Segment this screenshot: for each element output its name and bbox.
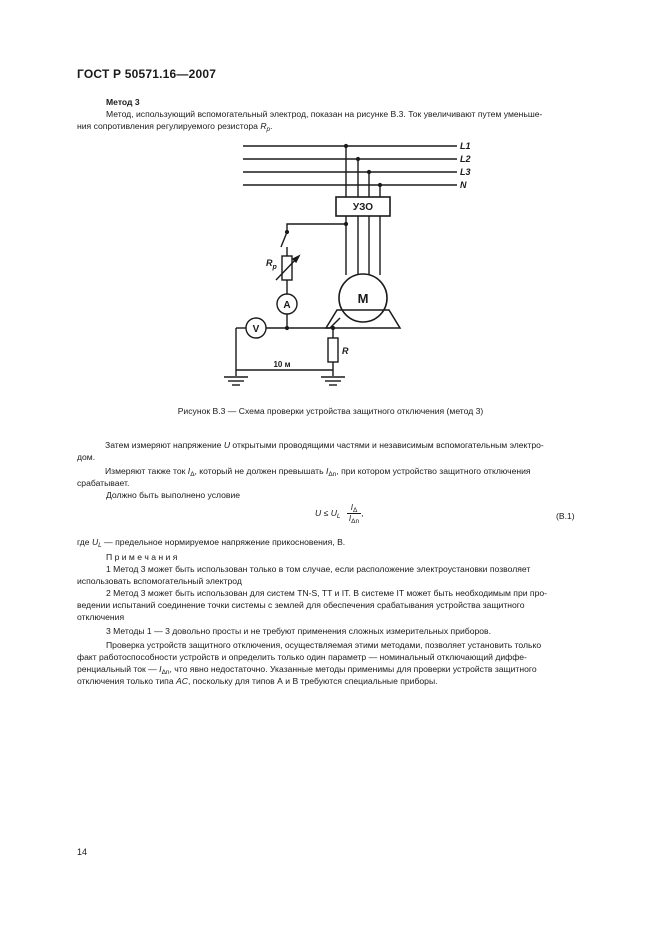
- label-l1: L1: [460, 141, 471, 151]
- page-number: 14: [77, 847, 88, 857]
- rcd-label: УЗО: [352, 202, 374, 213]
- motor-base: [326, 310, 400, 328]
- formula-b1: $U \le U_L$ $\frac{I_\Delta}{I_{\Delta n}}$ ,: [315, 503, 364, 525]
- distance-label: 10 м: [273, 360, 291, 369]
- formula-fraction: $\frac{I_\Delta}{I_{\Delta n}}$: [348, 503, 360, 525]
- method-title: Метод 3: [106, 97, 140, 107]
- document-header: ГОСТ Р 50571.16—2007: [77, 67, 217, 81]
- method-intro-line2: ния сопротивления регулируемого резистора $R_p$.: [77, 121, 273, 133]
- resistor-rp-label: $R_p$: [266, 258, 277, 271]
- formula-number: (В.1): [556, 511, 575, 521]
- label-l3: L3: [460, 167, 471, 177]
- paragraph-current: Измеряют также ток $I_\Delta$, который не должен превышать $I_{\Delta n}$, при котором устройство защитного отключения: [105, 466, 531, 478]
- circuit-diagram: [0, 0, 661, 400]
- paragraph-current-line2: срабатывает.: [77, 478, 130, 488]
- voltmeter-label: V: [252, 324, 260, 335]
- final-line1: Проверка устройств защитного отключения, осуществляемая этими методами, позволяет установить только: [106, 640, 542, 650]
- figure-caption: Рисунок В.3 — Схема проверки устройства защитного отключения (метод 3): [177, 406, 484, 416]
- final-line3: ренциальный ток — $I_{\Delta n}$, что явно недостаточно. Указанные методы применимы для проверки устройств защитного: [77, 664, 537, 676]
- test-switch: [281, 232, 287, 247]
- final-line4: отключения только типа AC, поскольку для типов А и В требуются специальные приборы.: [77, 676, 438, 686]
- paragraph-voltage-line2: дом.: [77, 452, 96, 462]
- label-n: N: [460, 180, 467, 190]
- final-line2: факт работоспособности устройств и определить только один параметр — номинальный отключающий диффе-: [77, 652, 527, 662]
- paragraph-voltage: Затем измеряют напряжение U открытыми проводящими частями и независимым вспомогательным электро-: [105, 440, 544, 450]
- method-intro-line1: Метод, использующий вспомогательный электрод, показан на рисунке В.3. Ток увеличивают путем уменьше-: [106, 109, 543, 119]
- where-line: где $U_L$ — предельное нормируемое напряжение прикосновения, В.: [77, 537, 346, 549]
- notes-title: П р и м е ч а н и я: [106, 552, 178, 562]
- label-l2: L2: [460, 154, 471, 164]
- note-1-line2: использовать вспомогательный электрод: [77, 576, 242, 586]
- ground-resistor-label: R: [342, 346, 349, 356]
- paragraph-condition: Должно быть выполнено условие: [106, 490, 241, 500]
- note-1-line1: 1 Метод 3 может быть использован только в том случае, если расположение электроустановки позволяет: [106, 564, 531, 574]
- note-2-line1: 2 Метод 3 может быть использован для систем TN-S, TT и IT. В системе IT может быть необходимым при про-: [106, 588, 547, 598]
- note-2-line2: ведении испытаний соединение точки системы с землей для обеспечения срабатывания устройства защитного: [77, 600, 525, 610]
- motor-label: М: [357, 291, 369, 306]
- note-3: 3 Методы 1 — 3 довольно просты и не требуют применения сложных измерительных приборов.: [106, 626, 491, 636]
- ground-resistor: [328, 338, 338, 362]
- note-2-line3: отключения: [77, 612, 125, 622]
- ammeter-label: A: [283, 300, 291, 311]
